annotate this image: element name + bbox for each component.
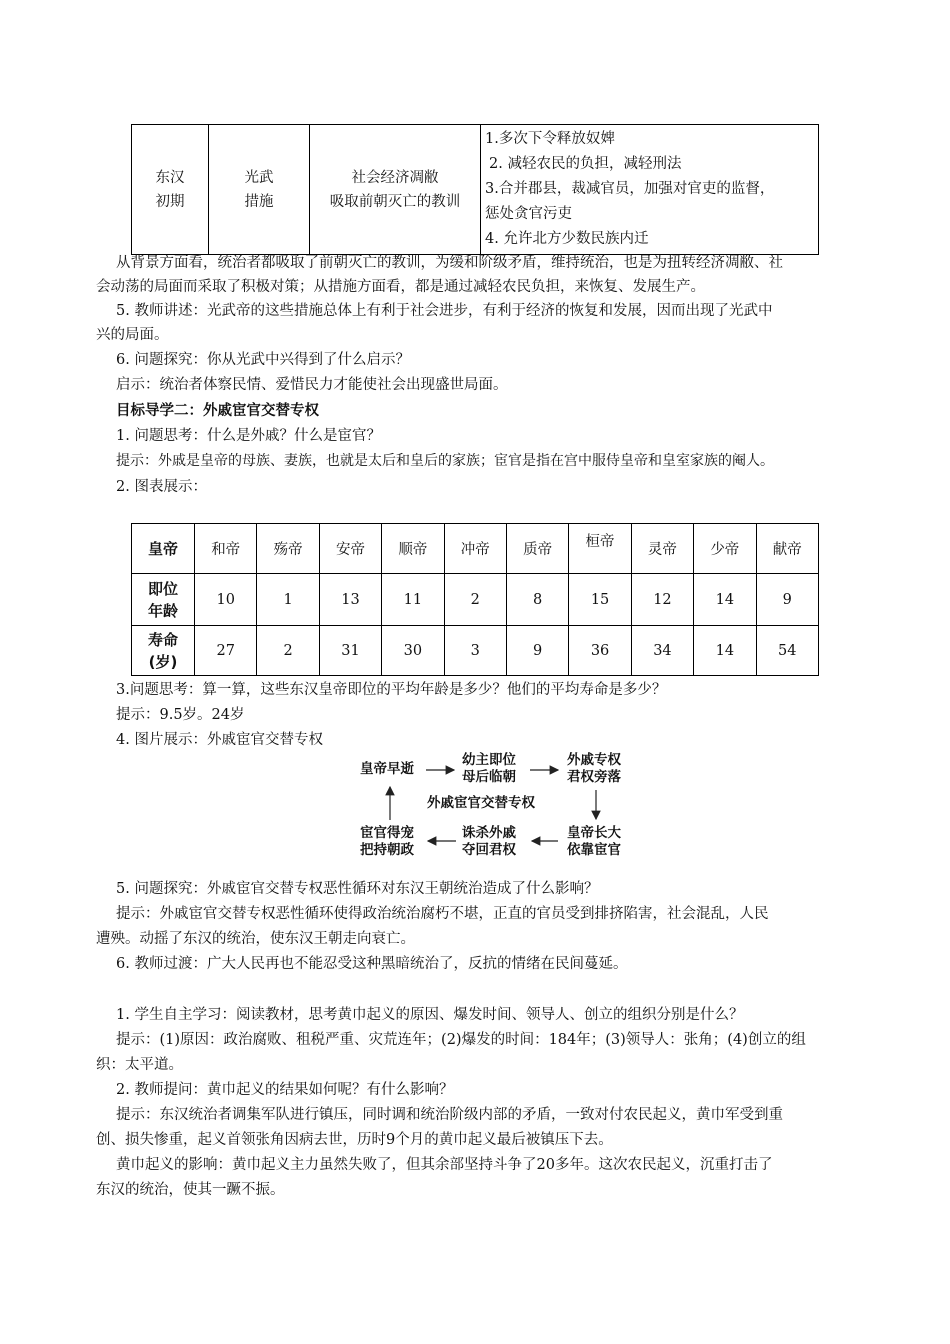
age-cell: 11: [382, 574, 444, 626]
paragraph-line: 1. 问题思考：什么是外戚？什么是宦官？: [116, 428, 381, 444]
paragraph-line: 提示：外戚宦官交替专权恶性循环使得政治统治腐朽不堪，正直的官员受到排挤陷害，社会混乱，人民: [116, 906, 769, 922]
lifespan-cell: 14: [694, 626, 756, 676]
section-heading: 目标导学二：外戚宦官交替专权: [116, 403, 319, 419]
lifespan-cell: 3: [444, 626, 506, 676]
paragraph-line: 从背景方面看，统治者都吸取了前朝灭亡的教训，为缓和阶级矛盾，维持统治，也是为扭转经济凋敝、社: [116, 255, 783, 271]
node-kill-consorts: 诛杀外戚 夺回君权: [462, 825, 516, 858]
lifespan-cell: 34: [631, 626, 693, 676]
measure-item: 4. 允许北方少数民族内迁: [485, 231, 649, 247]
row-label: 即位 年龄: [132, 574, 195, 626]
node-consort-power: 外戚专权 君权旁落: [567, 752, 621, 785]
lifespan-cell: 9: [506, 626, 568, 676]
node-child-emperor: 幼主即位 母后临朝: [462, 752, 516, 785]
measure-item: 1.多次下令释放奴婢: [485, 131, 615, 147]
emperor-cell: 灵帝: [631, 524, 693, 574]
diagram-center-label: 外戚宦官交替专权: [427, 795, 535, 811]
paragraph-line: 兴的局面。: [96, 327, 169, 343]
paragraph-line: 1. 学生自主学习：阅读教材，思考黄巾起义的原因、爆发时间、领导人、创立的组织分别是什么？: [116, 1007, 744, 1023]
paragraph-line: 东汉的统治，使其一蹶不振。: [96, 1182, 285, 1198]
age-cell: 9: [756, 574, 818, 626]
measures-table: [131, 124, 819, 255]
paragraph-line: 创、损失惨重，起义首领张角因病去世，历时9个月的黄巾起义最后被镇压下去。: [96, 1132, 613, 1148]
paragraph-line: 6. 问题探究：你从光武中兴得到了什么启示？: [116, 352, 410, 368]
node-emperor-grows-up: 皇帝长大 依靠宦官: [567, 825, 621, 858]
header-cell: 皇帝: [132, 524, 195, 574]
paragraph-line: 5. 问题探究：外戚宦官交替专权恶性循环对东汉王朝统治造成了什么影响？: [116, 881, 599, 897]
paragraph-line: 2. 教师提问：黄巾起义的结果如何呢？有什么影响？: [116, 1082, 454, 1098]
age-cell: 1: [257, 574, 319, 626]
row-label: 寿命 (岁): [132, 626, 195, 676]
paragraph-line: 会动荡的局面而采取了积极对策；从措施方面看，都是通过减轻农民负担，来恢复、发展生产。: [96, 279, 705, 295]
cycle-diagram: [350, 745, 640, 860]
lifespan-cell: 27: [195, 626, 257, 676]
age-cell: 14: [694, 574, 756, 626]
paragraph-line: 遭殃。动摇了东汉的统治，使东汉王朝走向衰亡。: [96, 931, 415, 947]
node-emperor-dies-early: 皇帝早逝: [360, 761, 414, 777]
lifespan-cell: 54: [756, 626, 818, 676]
age-cell: 10: [195, 574, 257, 626]
emperor-cell: 安帝: [319, 524, 381, 574]
paragraph-line: 织：太平道。: [96, 1057, 183, 1073]
paragraph-line: 提示：9.5岁。24岁: [116, 707, 245, 723]
age-cell: 15: [569, 574, 631, 626]
emperor-cell: 殇帝: [257, 524, 319, 574]
emperor-cell: 桓帝: [569, 524, 631, 574]
paragraph-line: 5. 教师讲述：光武帝的这些措施总体上有利于社会进步，有利于经济的恢复和发展，因而出现了光武中: [116, 303, 773, 319]
emperor-table: [131, 523, 819, 676]
lifespan-cell: 2: [257, 626, 319, 676]
background-cell: 社会经济凋敝 吸取前朝灭亡的教训: [310, 125, 481, 255]
lifespan-cell: 36: [569, 626, 631, 676]
emperor-cell: 顺帝: [382, 524, 444, 574]
paragraph-line: 启示：统治者体察民情、爱惜民力才能使社会出现盛世局面。: [116, 377, 508, 393]
lifespan-cell: 31: [319, 626, 381, 676]
emperor-cell: 质帝: [506, 524, 568, 574]
emperor-cell: 和帝: [195, 524, 257, 574]
topic-cell: 光武 措施: [209, 125, 310, 255]
paragraph-line: 黄巾起义的影响：黄巾起义主力虽然失败了，但其余部坚持斗争了20多年。这次农民起义，沉重打击了: [116, 1157, 773, 1173]
paragraph-line: 4. 图片展示：外戚宦官交替专权: [116, 732, 323, 748]
measures-cell: [481, 125, 819, 255]
age-cell: 12: [631, 574, 693, 626]
period-cell: 东汉 初期: [132, 125, 209, 255]
paragraph-line: 提示：外戚是皇帝的母族、妻族，也就是太后和皇后的家族；宦官是指在宫中服侍皇帝和皇室家族的阉人。: [116, 453, 774, 469]
paragraph-line: 提示：(1)原因：政治腐败、租税严重、灾荒连年；(2)爆发的时间：184年；(3)领导人：张角；(4)创立的组: [116, 1032, 806, 1048]
paragraph-line: 提示：东汉统治者调集军队进行镇压，同时调和统治阶级内部的矛盾，一致对付农民起义，黄巾军受到重: [116, 1107, 783, 1123]
emperor-cell: 少帝: [694, 524, 756, 574]
node-eunuch-power: 宦官得宠 把持朝政: [360, 825, 414, 858]
measure-item: 3.合并郡县，裁减官员，加强对官吏的监督，: [485, 181, 775, 197]
paragraph-line: 3.问题思考：算一算，这些东汉皇帝即位的平均年龄是多少？他们的平均寿命是多少？: [116, 682, 667, 698]
measure-item: 惩处贪官污吏: [485, 206, 572, 222]
diagram-arrows: [350, 745, 640, 860]
emperor-cell: 献帝: [756, 524, 818, 574]
paragraph-line: 2. 图表展示：: [116, 479, 207, 495]
lifespan-cell: 30: [382, 626, 444, 676]
age-cell: 13: [319, 574, 381, 626]
age-cell: 2: [444, 574, 506, 626]
measure-item: 2. 减轻农民的负担，减轻刑法: [489, 156, 682, 172]
emperor-cell: 冲帝: [444, 524, 506, 574]
paragraph-line: 6. 教师过渡：广大人民再也不能忍受这种黑暗统治了，反抗的情绪在民间蔓延。: [116, 956, 628, 972]
age-cell: 8: [506, 574, 568, 626]
